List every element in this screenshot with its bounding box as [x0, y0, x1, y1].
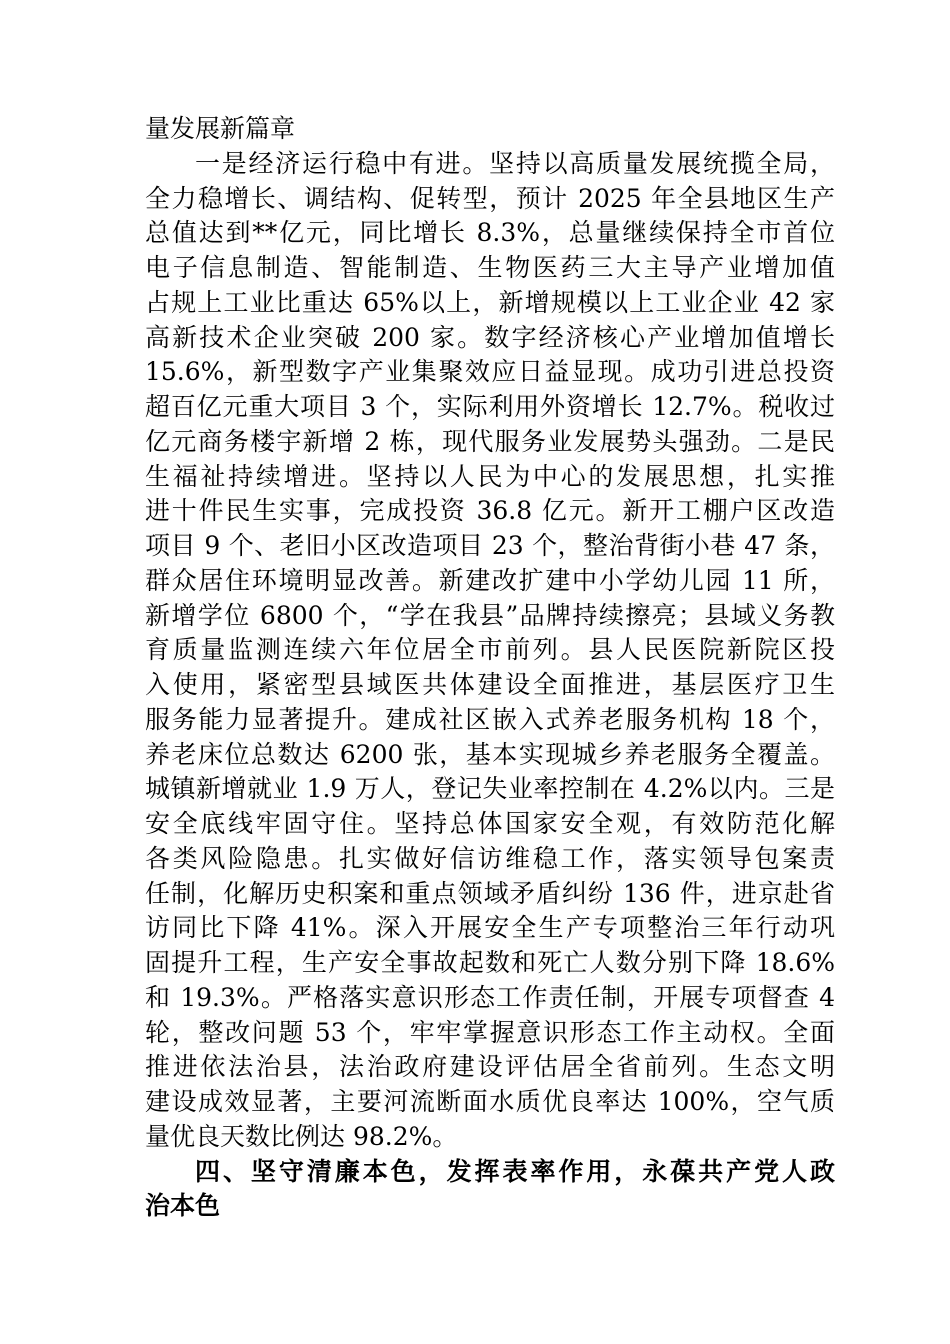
paragraph-line: 入使用，紧密型县域医共体建设全面推进，基层医疗卫生: [145, 670, 835, 699]
paragraph-line: 生福祉持续增进。坚持以人民为中心的发展思想，扎实推: [145, 461, 835, 491]
paragraph-line: 超百亿元重大项目 3 个，实际利用外资增长 12.7%。税收过: [145, 392, 835, 421]
paragraph-line: 项目 9 个、老旧小区改造项目 23 个，整治背街小巷 47 条，: [145, 531, 835, 560]
paragraph-line: 建设成效显著，主要河流断面水质优良率达 100%，空气质: [145, 1087, 835, 1116]
paragraph-line: 访同比下降 41%。深入开展安全生产专项整治三年行动巩: [145, 913, 835, 943]
paragraph-line: 总值达到**亿元，同比增长 8.3%，总量继续保持全市首位: [145, 218, 835, 248]
section-tail-line: 量发展新篇章: [145, 114, 296, 143]
paragraph-line: 任制，化解历史积案和重点领域矛盾纠纷 136 件，进京赴省: [145, 878, 835, 908]
paragraph-line: 一是经济运行稳中有进。坚持以高质量发展统揽全局，: [195, 148, 835, 178]
paragraph-line: 进十件民生实事，完成投资 36.8 亿元。新开工棚户区改造: [145, 496, 835, 526]
document-page: [145, 112, 835, 1224]
section-heading: [145, 1155, 835, 1225]
section-tail: [145, 112, 835, 147]
paragraph-line: 城镇新增就业 1.9 万人，登记失业率控制在 4.2%以内。三是: [145, 774, 835, 804]
paragraph-line: 群众居住环境明显改善。新建改扩建中小学幼儿园 11 所，: [145, 565, 835, 595]
heading-line: 四、坚守清廉本色，发挥表率作用，永葆共产党人政: [195, 1156, 835, 1186]
paragraph-line: 全力稳增长、调结构、促转型，预计 2025 年全县地区生产: [145, 183, 835, 213]
paragraph-line: 新增学位 6800 个，“学在我县”品牌持续擦亮；县域义务教: [145, 600, 835, 630]
paragraph-line: 安全底线牢固守住。坚持总体国家安全观，有效防范化解: [145, 809, 835, 838]
paragraph-line: 固提升工程，生产安全事故起数和死亡人数分别下降 18.6%: [145, 948, 835, 977]
paragraph-line: 育质量监测连续六年位居全市前列。县人民医院新院区投: [145, 635, 835, 665]
paragraph-line: 电子信息制造、智能制造、生物医药三大主导产业增加值: [145, 253, 835, 282]
paragraph-line: 推进依法治县，法治政府建设评估居全省前列。生态文明: [145, 1052, 835, 1082]
paragraph-line: 轮，整改问题 53 个，牢牢掌握意识形态工作主动权。全面: [145, 1017, 835, 1047]
body-paragraph: [145, 147, 835, 1155]
paragraph-line: 养老床位总数达 6200 张，基本实现城乡养老服务全覆盖。: [145, 739, 835, 769]
heading-line: 治本色: [145, 1191, 221, 1221]
paragraph-line: 占规上工业比重达 65%以上，新增规模以上工业企业 42 家: [145, 287, 835, 317]
paragraph-line: 高新技术企业突破 200 家。数字经济核心产业增加值增长: [145, 322, 835, 352]
paragraph-line: 和 19.3%。严格落实意识形态工作责任制，开展专项督查 4: [145, 982, 835, 1012]
paragraph-line: 服务能力显著提升。建成社区嵌入式养老服务机构 18 个，: [145, 704, 835, 734]
paragraph-line: 各类风险隐患。扎实做好信访维稳工作，落实领导包案责: [145, 843, 835, 873]
paragraph-line: 亿元商务楼宇新增 2 栋，现代服务业发展势头强劲。二是民: [145, 426, 835, 456]
paragraph-line: 量优良天数比例达 98.2%。: [145, 1121, 458, 1151]
paragraph-line: 15.6%，新型数字产业集聚效应日益显现。成功引进总投资: [145, 357, 835, 387]
